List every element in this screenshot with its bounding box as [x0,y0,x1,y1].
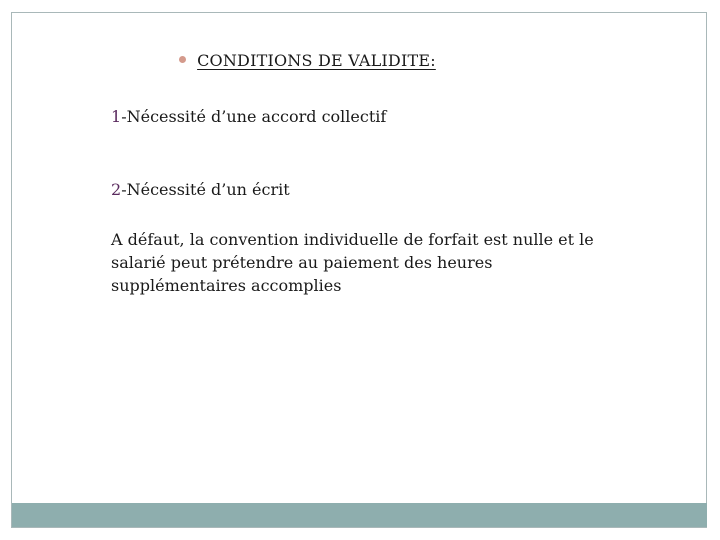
list-item [111,179,290,201]
item-text: -Nécessité d’un écrit [121,180,290,199]
heading-text: CONDITIONS DE VALIDITE: [197,51,436,70]
item-number: 2 [111,180,122,199]
list-item [111,106,386,128]
item-number: 1 [111,107,122,126]
body-paragraph: A défaut, la convention individuelle de forfait est nulle et le salarié peut prétendre au paiement des heures supplémentaires accomplies [111,230,594,295]
bullet-icon [179,56,186,63]
slide-heading [179,50,436,72]
item-text: -Nécessité d’une accord collectif [121,107,387,126]
footer-band [12,503,707,527]
